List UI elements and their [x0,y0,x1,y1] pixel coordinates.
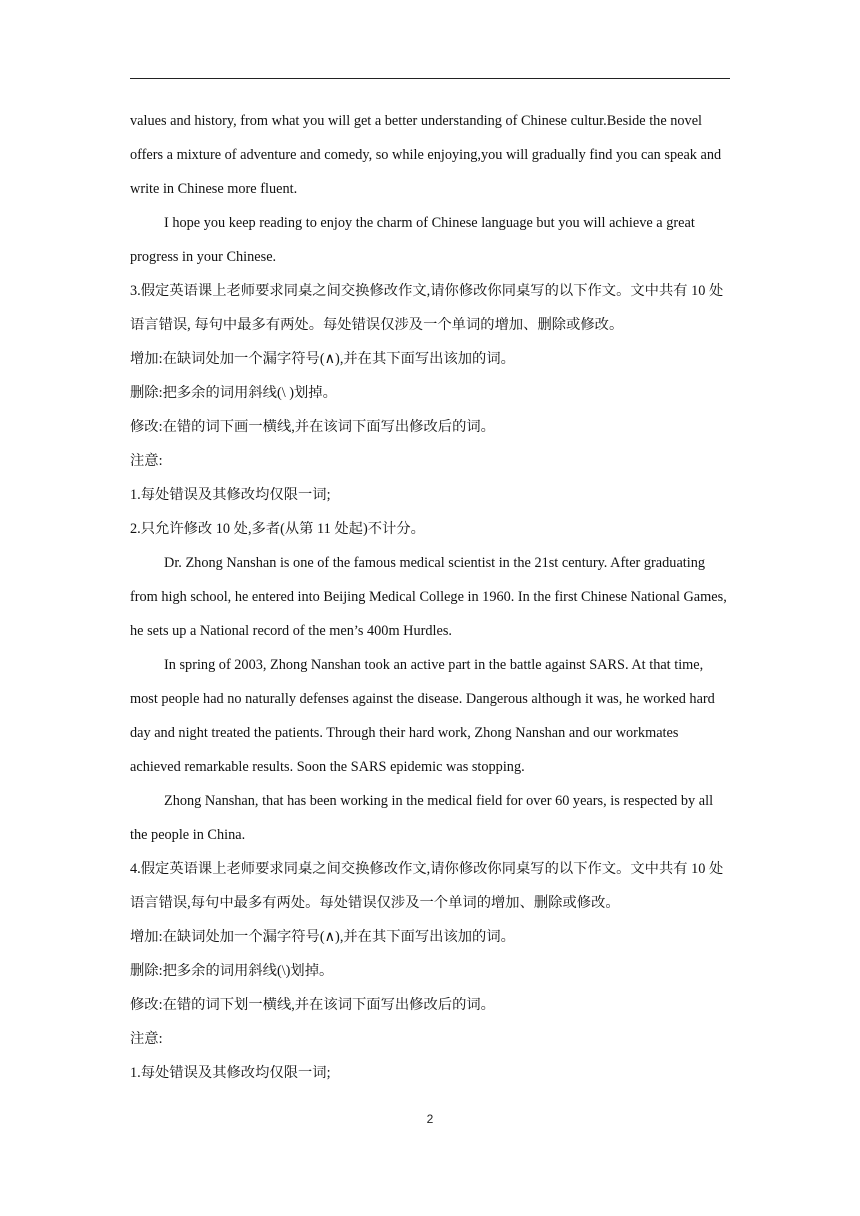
header-rule [130,78,730,79]
question-3-essay-paragraph-1: Dr. Zhong Nanshan is one of the famous medical scientist in the 21st century. After graduating from high school, he entered into Beijing Medical College in 1960. In the first Chinese National Games, he sets up a National record of the men’s 400m Hurdles. [130,555,727,639]
question-3-delete-rule: 删除:把多余的词用斜线(\ )划掉。 [130,385,337,401]
question-3-prompt: 3.假定英语课上老师要求同桌之间交换修改作文,请你修改你同桌写的以下作文。文中共有 10 处语言错误, 每句中最多有两处。每处错误仅涉及一个单词的增加、删除或修改。 [130,283,724,333]
paragraph-essay-closing: I hope you keep reading to enjoy the charm of Chinese language but you will achieve a great progress in your Chinese. [130,215,695,265]
question-3-note-2: 2.只允许修改 10 处,多者(从第 11 处起)不计分。 [130,521,425,537]
question-4-note-heading: 注意: [130,1031,163,1047]
question-4-modify-rule: 修改:在错的词下划一横线,并在该词下面写出修改后的词。 [130,997,495,1013]
question-3-note-1: 1.每处错误及其修改均仅限一词; [130,487,331,503]
question-4-note-1: 1.每处错误及其修改均仅限一词; [130,1065,331,1081]
question-4-delete-rule: 删除:把多余的词用斜线(\)划掉。 [130,963,334,979]
question-4-prompt-continued: 语言错误,每句中最多有两处。每处错误仅涉及一个单词的增加、删除或修改。 [130,895,620,911]
question-3-add-rule: 增加:在缺词处加一个漏字符号(∧),并在其下面写出该加的词。 [130,351,515,367]
document-body [130,104,730,1090]
question-4-prompt: 4.假定英语课上老师要求同桌之间交换修改作文,请你修改你同桌写的以下作文。文中共有 10 处 [130,861,724,877]
question-3-modify-rule: 修改:在错的词下画一横线,并在该词下面写出修改后的词。 [130,419,495,435]
question-3-essay-paragraph-3: Zhong Nanshan, that has been working in the medical field for over 60 years, is respected by all the people in China. [130,793,714,843]
paragraph-essay-continuation: values and history, from what you will get a better understanding of Chinese cultur.Beside the novel offers a mixture of adventure and comedy, so while enjoying,you will gradually find you can speak and write in Chinese more fluent. [130,113,722,197]
question-3-note-heading: 注意: [130,453,163,469]
question-3-essay-paragraph-2: In spring of 2003, Zhong Nanshan took an active part in the battle against SARS. At that time, most people had no naturally defenses against the disease. Dangerous although it was, he worked hard day and night treated the patients. Through their hard work, Zhong Nanshan and our workmates achieved remarkable results. Soon the SARS epidemic was stopping. [130,657,715,775]
page-number: 2 [426,1112,434,1126]
question-4-add-rule: 增加:在缺词处加一个漏字符号(∧),并在其下面写出该加的词。 [130,929,515,945]
